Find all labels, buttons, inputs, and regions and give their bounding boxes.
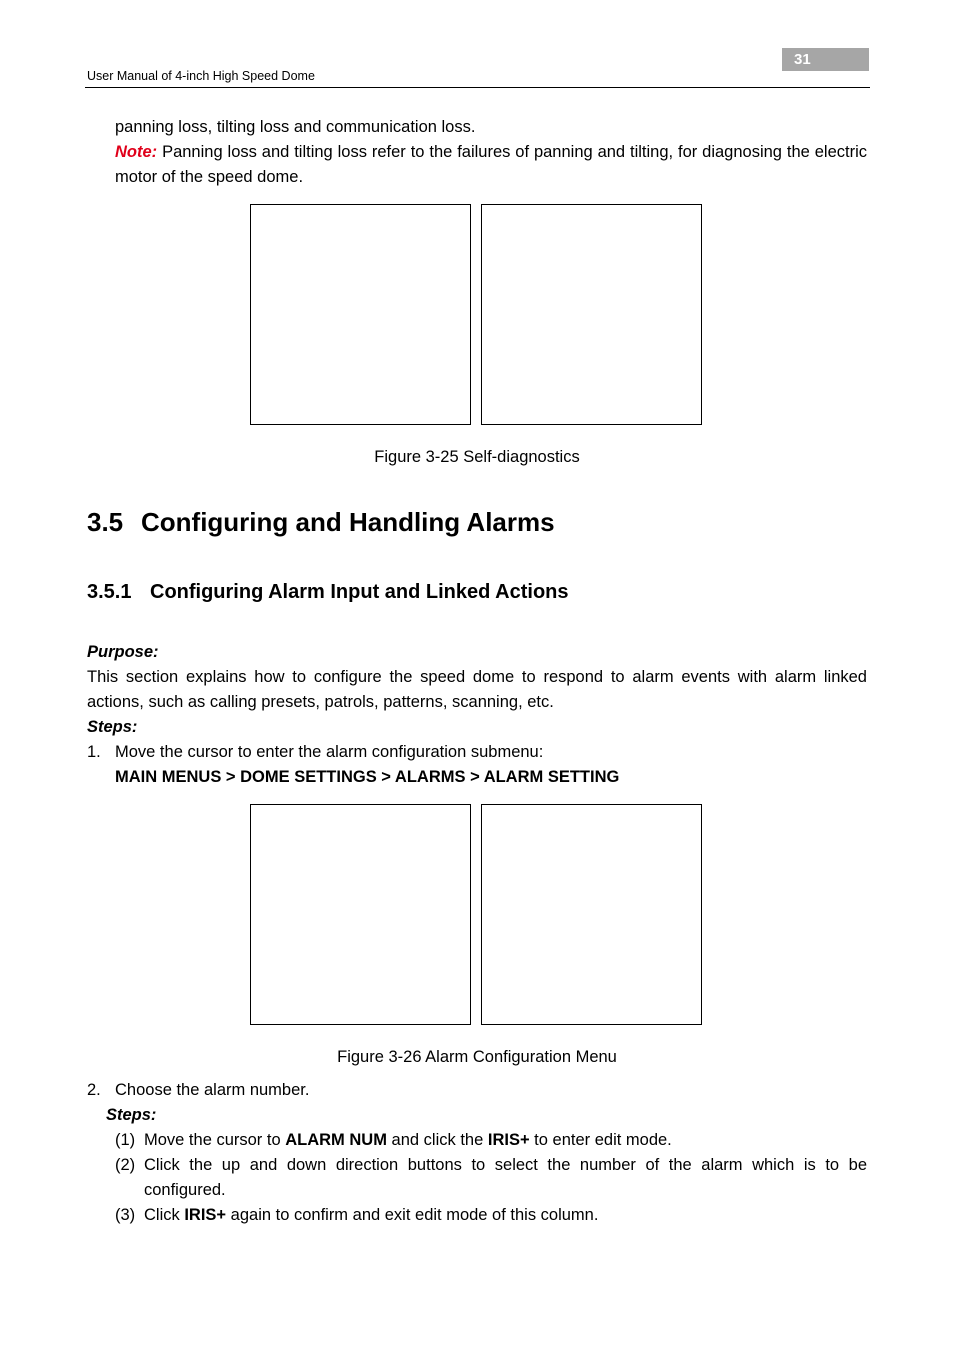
step-2-text: Choose the alarm number. — [115, 1081, 310, 1099]
subsection-number: 3.5.1 — [87, 581, 132, 603]
page-number: 31 — [782, 48, 869, 71]
steps-label: Steps: — [87, 718, 138, 736]
step-1-text: Move the cursor to enter the alarm configuration submenu: — [115, 743, 544, 761]
figure-25-right-frame — [481, 204, 702, 425]
substep-2-number: (2) — [115, 1156, 136, 1174]
purpose-text: This section explains how to configure the speed dome to respond to alarm events with alarm linked actions, such as calling presets, patrols, patterns, scanning, etc. — [87, 668, 867, 711]
substep-1-number: (1) — [115, 1131, 136, 1149]
substep-2-text: Click the up and down direction buttons to select the number of the alarm which is to be configured. — [144, 1156, 867, 1199]
step-2-steps-label: Steps: — [106, 1106, 157, 1124]
note-label: Note: — [115, 143, 158, 161]
iris-plus-term: IRIS+ — [487, 1131, 530, 1149]
figure-25-caption: Figure 3-25 Self-diagnostics — [374, 448, 580, 466]
substep-3-post: again to confirm and exit edit mode of this column. — [226, 1206, 599, 1224]
figure-26-right-frame — [481, 804, 702, 1025]
subsection-heading — [87, 581, 569, 604]
figure-26-left-frame — [250, 804, 471, 1025]
figure-26-caption: Figure 3-26 Alarm Configuration Menu — [337, 1048, 617, 1066]
substep-3-number: (3) — [115, 1206, 136, 1224]
figure-25-left-frame — [250, 204, 471, 425]
iris-plus-term-2: IRIS+ — [184, 1206, 227, 1224]
menu-path: MAIN MENUS > DOME SETTINGS > ALARMS > ALARM SETTING — [115, 768, 620, 786]
substep-1-post: to enter edit mode. — [529, 1131, 672, 1149]
section-heading — [87, 507, 555, 538]
step-1-number: 1. — [87, 743, 101, 761]
manual-title: User Manual of 4-inch High Speed Dome — [87, 69, 315, 83]
substep-3-pre: Click — [144, 1206, 185, 1224]
note-text: Panning loss and tilting loss refer to the failures of panning and tilting, for diagnosing the electric motor of the speed dome. — [115, 143, 867, 186]
section-number: 3.5 — [87, 507, 124, 537]
substep-1-text — [144, 1128, 672, 1153]
intro-line: panning loss, tilting loss and communication loss. — [115, 118, 476, 136]
step-2-number: 2. — [87, 1081, 101, 1099]
section-title: Configuring and Handling Alarms — [141, 507, 555, 537]
subsection-title: Configuring Alarm Input and Linked Actions — [150, 581, 569, 603]
substep-1-mid: and click the — [386, 1131, 488, 1149]
header-divider — [85, 87, 870, 88]
purpose-label: Purpose: — [87, 643, 159, 661]
substep-3-text — [144, 1203, 598, 1228]
alarm-num-term: ALARM NUM — [285, 1131, 387, 1149]
note-paragraph — [115, 140, 867, 190]
substep-1-pre: Move the cursor to — [144, 1131, 286, 1149]
